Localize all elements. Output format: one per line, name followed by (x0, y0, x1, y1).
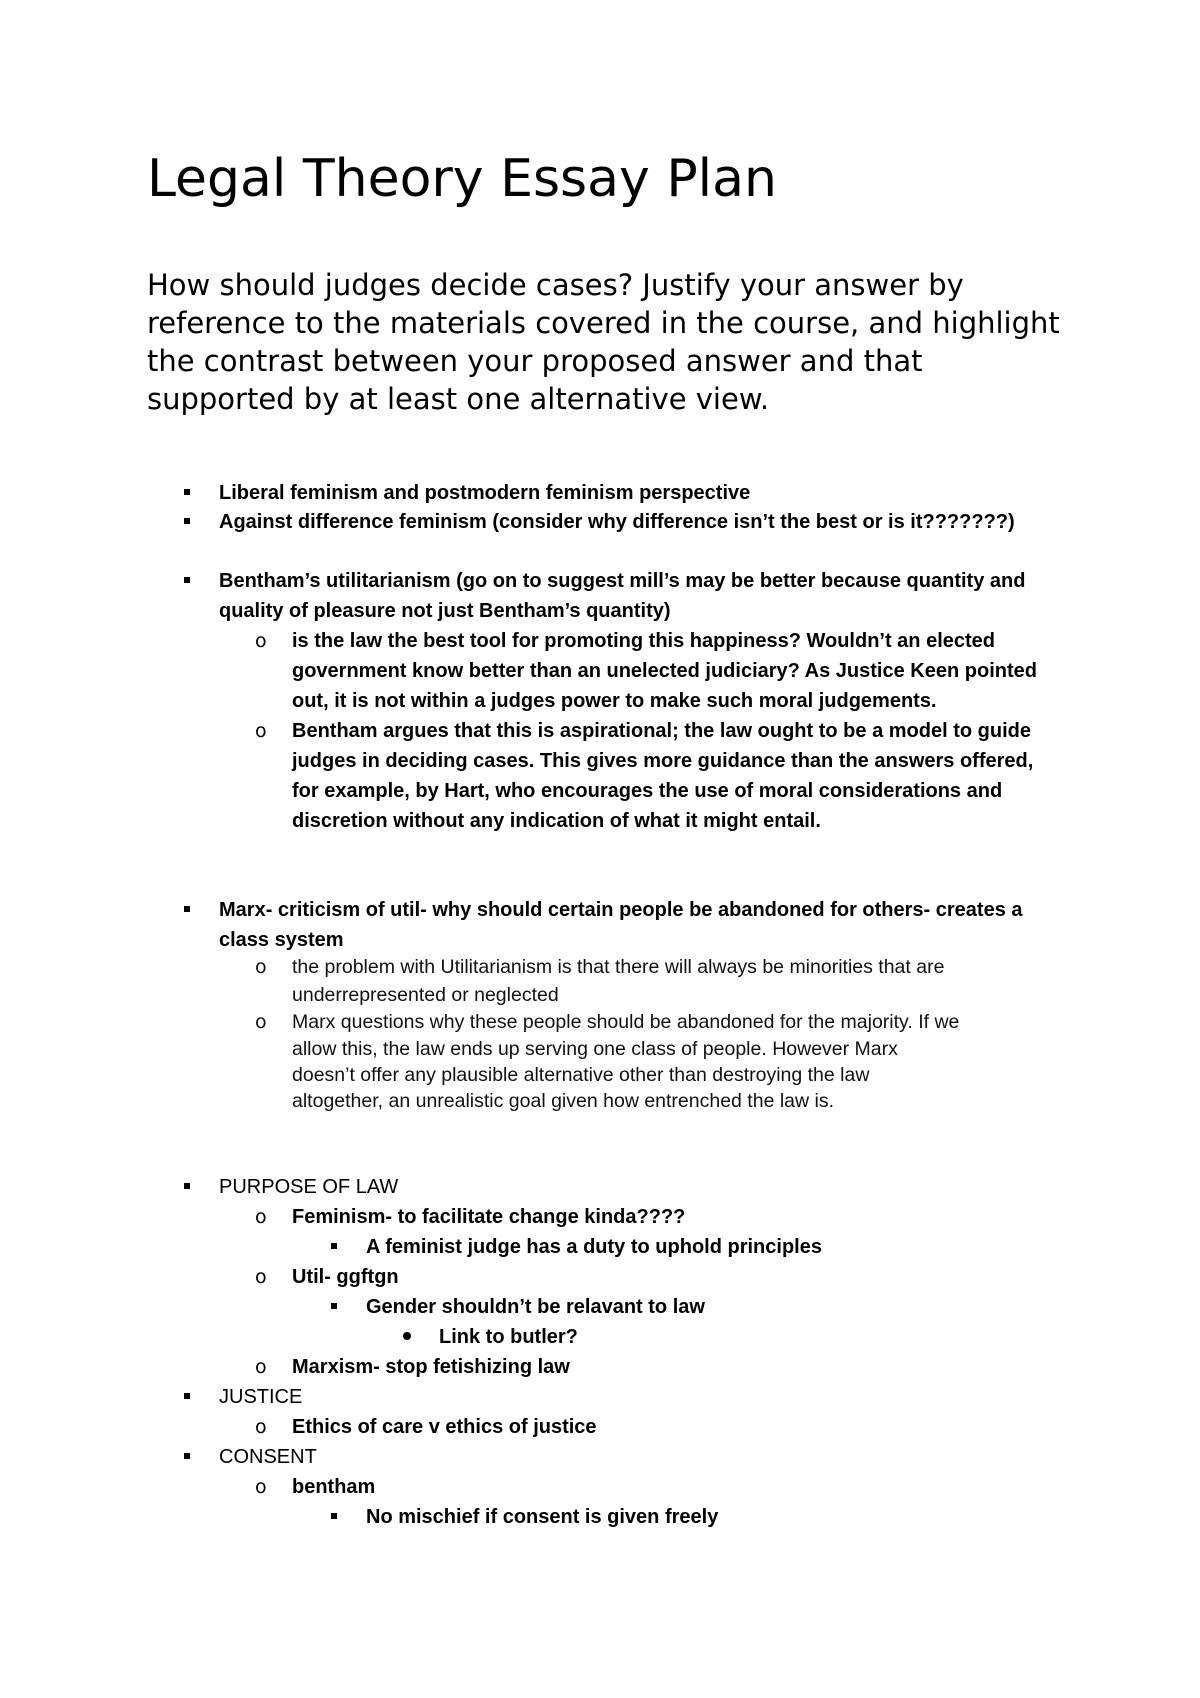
list-item-text: Util- ggftgn (292, 1266, 399, 1288)
square-bullet-icon (184, 518, 190, 524)
square-bullet-icon (331, 1513, 337, 1519)
circle-bullet-icon: o (255, 630, 267, 652)
list-item-text: Marxism- stop fetishizing law (292, 1356, 570, 1378)
circle-bullet-icon: o (255, 1356, 267, 1378)
square-bullet-icon (184, 489, 190, 495)
list-item-text: Feminism- to facilitate change kinda???? (292, 1206, 686, 1228)
circle-bullet-icon: o (255, 1206, 267, 1228)
square-bullet-icon (184, 1453, 190, 1459)
list-item-text: PURPOSE OF LAW (219, 1176, 399, 1198)
circle-bullet-icon: o (255, 1266, 267, 1288)
square-bullet-icon (331, 1303, 337, 1309)
square-bullet-icon (184, 906, 190, 912)
list-item-text: class system (219, 929, 344, 951)
square-bullet-icon (331, 1243, 337, 1249)
list-item-text: A feminist judge has a duty to uphold principles (366, 1236, 822, 1258)
list-item-text: for example, by Hart, who encourages the use of moral considerations and (292, 780, 1003, 802)
list-item-text: Bentham’s utilitarianism (go on to suggest mill’s may be better because quantity and (219, 570, 1026, 592)
list-item-text: government know better than an unelected judiciary? As Justice Keen pointed (292, 660, 1037, 682)
list-item-text: CONSENT (219, 1446, 317, 1468)
essay-question: How should judges decide cases? Justify your answer by reference to the materials covered in the course, and highlight the contrast between your proposed answer and that supported by at least one alternative view. (147, 268, 1060, 416)
square-bullet-icon (184, 577, 190, 583)
list-item-text: doesn’t offer any plausible alternative other than destroying the law (292, 1064, 870, 1086)
document-title: Legal Theory Essay Plan (147, 149, 777, 209)
list-item-text: underrepresented or neglected (292, 984, 559, 1006)
list-item-text: altogether, an unrealistic goal given how entrenched the law is. (292, 1090, 835, 1112)
list-item-text: Against difference feminism (consider why difference isn’t the best or is it???????) (219, 511, 1015, 533)
list-item-text: JUSTICE (219, 1386, 303, 1408)
list-item-text: out, it is not within a judges power to make such moral judgements. (292, 690, 937, 712)
list-item-text: bentham (292, 1476, 376, 1498)
circle-bullet-icon: o (255, 720, 267, 742)
list-item-text: allow this, the law ends up serving one class of people. However Marx (292, 1038, 898, 1060)
square-bullet-icon (184, 1183, 190, 1189)
list-item-text: judges in deciding cases. This gives more guidance than the answers offered, (292, 750, 1034, 772)
list-item-text: Marx questions why these people should be abandoned for the majority. If we (292, 1011, 960, 1033)
circle-bullet-icon: o (255, 1416, 267, 1438)
list-item-text: Link to butler? (439, 1326, 578, 1348)
list-item-text: Bentham argues that this is aspirational; the law ought to be a model to guide (292, 720, 1031, 742)
circle-bullet-icon: o (255, 956, 267, 978)
square-bullet-icon (184, 1393, 190, 1399)
list-item-text: is the law the best tool for promoting this happiness? Wouldn’t an elected (292, 630, 996, 652)
list-item-text: the problem with Utilitarianism is that there will always be minorities that are (292, 956, 945, 978)
list-item-text: Gender shouldn’t be relavant to law (366, 1296, 705, 1318)
circle-bullet-icon: o (255, 1476, 267, 1498)
list-item-text: No mischief if consent is given freely (366, 1506, 719, 1528)
list-item-text: quality of pleasure not just Bentham’s quantity) (219, 600, 671, 622)
list-item-text: Marx- criticism of util- why should certain people be abandoned for others- creates a (219, 899, 1023, 921)
circle-bullet-icon: o (255, 1011, 267, 1033)
list-item-text: discretion without any indication of what it might entail. (292, 810, 821, 832)
dot-bullet-icon (403, 1332, 411, 1340)
list-item-text: Liberal feminism and postmodern feminism perspective (219, 482, 751, 504)
list-item-text: Ethics of care v ethics of justice (292, 1416, 597, 1438)
